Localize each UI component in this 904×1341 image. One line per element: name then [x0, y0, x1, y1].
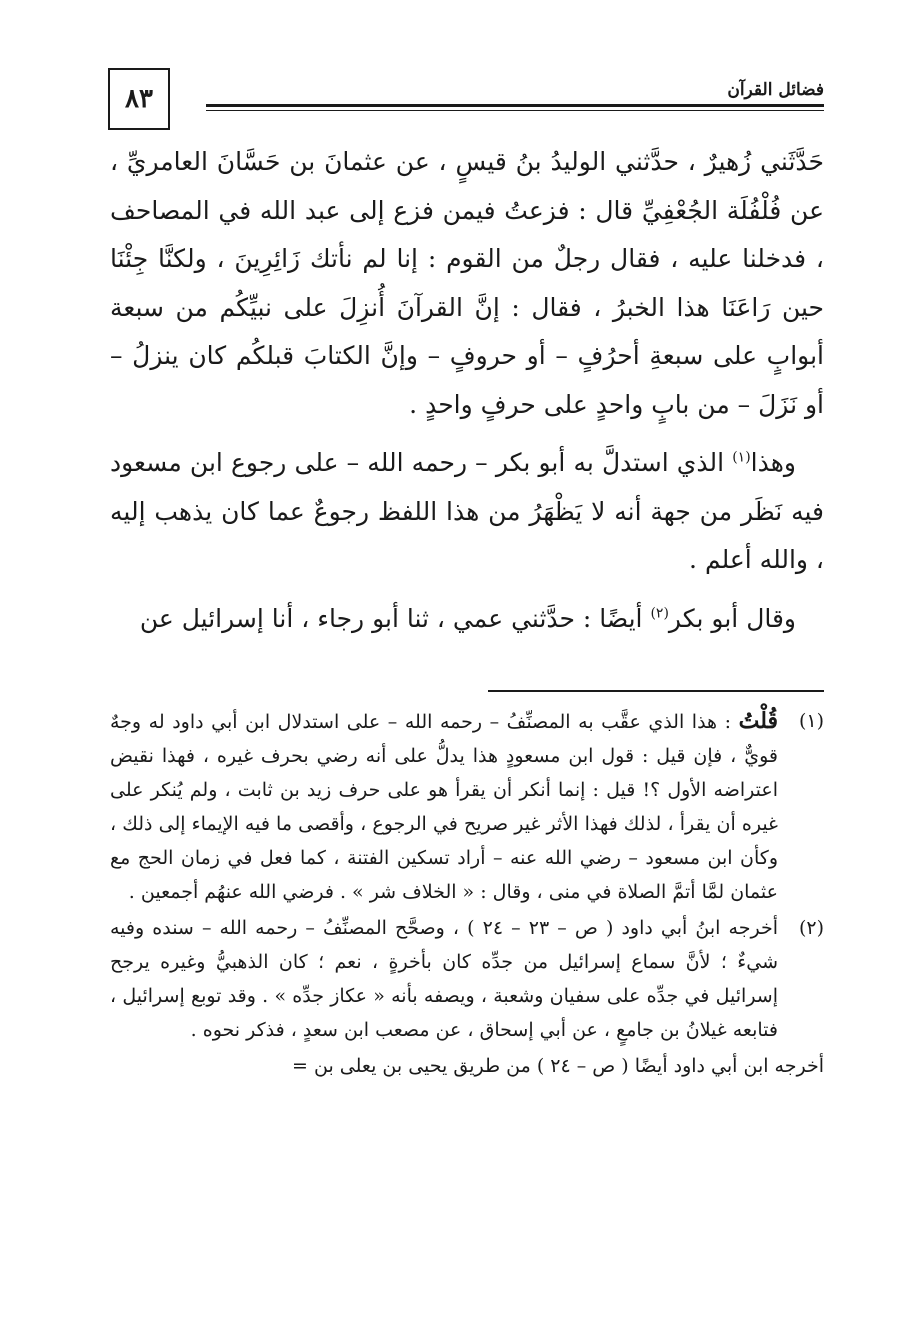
footnote-1-lead: قُلْتُ	[738, 708, 778, 734]
header-rule-thick	[206, 104, 824, 107]
footnote-ref-1: (١)	[732, 449, 751, 466]
paragraph-next-start: وقال أبو بكر	[668, 603, 796, 633]
footnote-1-body: : هذا الذي عقَّب به المصنِّفُ – رحمه الله – على استدلال ابن أبي داود له وجهٌ قويٌّ ، فإن قيل : قول ابن مسعودٍ هذا يدلُّ على أنه رضي بحرف غيره ، فهذا نقيض اعتراضه الأول ؟! قيل : إنما أنكر أن يقرأ هو على حرف زيد بن ثابت ، ولم يُنكر على غيره أن يقرأ ، لذلك فهذا الأثر غير صريح في الرجوع ، وأقصى ما فيه الإيماء إلى ذلك ، وكأن ابن مسعود – رضي الله عنه – أراد تسكين الفتنة ، كما فعل في زمان الحج مع عثمان لمَّا أتمَّ الصلاة في منى ، وقال : « الخلاف شر » . فرضي الله عنهُم أجمعين .	[110, 711, 778, 903]
main-text	[110, 138, 824, 653]
header-rule-thin	[206, 110, 824, 111]
paragraph-hadith: حَدَّثَني زُهيرٌ ، حدَّثني الوليدُ بنُ قيسٍ ، عن عثمانَ بن حَسَّانَ العامريِّ ، عن فُلْفُلَة الجُعْفِيِّ قال : فزعتُ فيمن فزع إلى عبد الله في المصاحف ، فدخلنا عليه ، فقال رجلٌ من القوم : إنا لم نأتك زَائِرِينَ ، ولكنَّا جِئْنَا حين رَاعَنَا هذا الخبرُ ، فقال : إنَّ القرآنَ أُنزِلَ على نبيِّكُم من سبعة أبوابٍ على سبعةِ أحرُفٍ – أو حروفٍ – وإنَّ الكتابَ قبلكُم كان ينزلُ – أو نَزَلَ – من بابٍ واحدٍ على حرفٍ واحدٍ .	[110, 147, 824, 419]
page-number: ٨٣	[125, 84, 153, 114]
footnote-ref-2: (٢)	[650, 605, 669, 622]
paragraph-next-hadith	[110, 595, 824, 644]
footnote-1-text	[110, 704, 778, 909]
footnote-1-number: (١)	[798, 710, 824, 732]
paragraph-commentary	[110, 439, 824, 585]
page-number-box	[108, 68, 170, 130]
footnotes	[110, 704, 824, 1083]
paragraph-commentary-rest: الذي استدلَّ به أبو بكر – رحمه الله – على رجوع ابن مسعود فيه نَظَر من جهة أنه لا يَظْهَرُ من هذا اللفظ رجوعٌ عما كان يذهب إليه ، والله أعلم .	[110, 448, 824, 574]
paragraph-next-rest: أيضًا : حدَّثني عمي ، ثنا أبو رجاء ، أنا إسرائيل عن	[139, 603, 651, 633]
footnote-2-text: أخرجه ابنُ أبي داود ( ص – ٢٣ – ٢٤ ) ، وصحَّح المصنِّفُ – رحمه الله – سنده وفيه شيءٌ ؛ لأنَّ سماع إسرائيل من جدِّه كان بأخرةٍ ، نعم ؛ كان الذهبيُّ وغيره يرجح إسرائيل في جدِّه على سفيان وشعبة ، ويصفه بأنه « عكاز جدِّه » . وقد توبع إسرائيل ، فتابعه غيلانُ بن جامعٍ ، عن أبي إسحاق ، عن مصعب ابن سعدٍ ، فذكر نحوه .	[110, 917, 778, 1041]
paragraph-commentary-start: وهذا	[750, 448, 796, 477]
running-header-title: فضائل القرآن	[727, 80, 824, 100]
footnote-separator	[488, 690, 824, 692]
footnote-2-continuation: أخرجه ابن أبي داود أيضًا ( ص – ٢٤ ) من طريق يحيى بن يعلى بن =	[292, 1055, 824, 1077]
footnote-2-number: (٢)	[798, 917, 824, 939]
footnote-2	[110, 911, 824, 1047]
footnote-1	[110, 704, 824, 909]
